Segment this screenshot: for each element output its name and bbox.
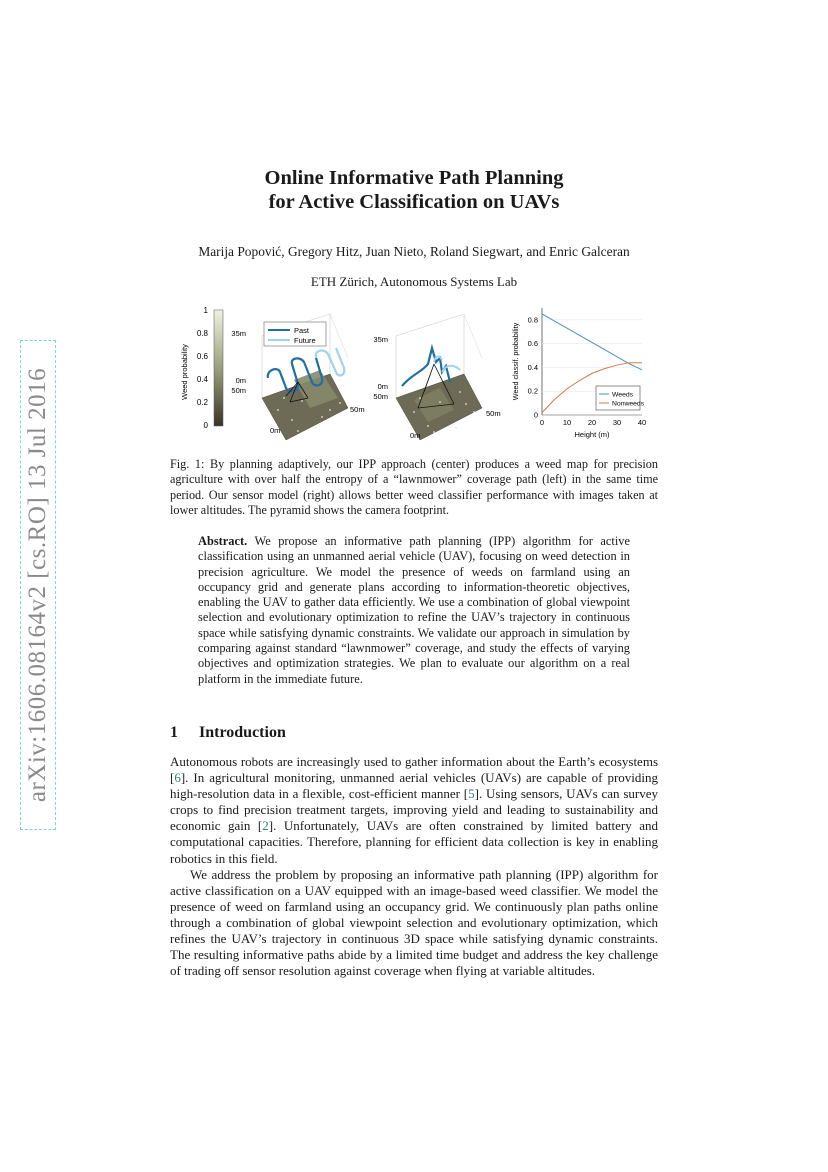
section-heading bbox=[170, 724, 286, 742]
chart-y-tick: 0.4 bbox=[527, 362, 538, 372]
chart-x-label: Height (m) bbox=[574, 430, 610, 439]
citation-link[interactable]: 5 bbox=[468, 786, 475, 802]
colorbar-tick: 0.4 bbox=[196, 375, 208, 384]
chart-x-tick: 30 bbox=[612, 418, 622, 427]
abstract bbox=[198, 534, 630, 687]
section-title: Introduction bbox=[199, 724, 286, 741]
past-path bbox=[402, 348, 450, 386]
sensor-model-chart bbox=[511, 308, 646, 439]
colorbar-tick: 0.6 bbox=[196, 352, 208, 361]
chart-y-tick: 0.6 bbox=[527, 339, 538, 349]
origin-label: 0m bbox=[410, 431, 421, 440]
affiliation: ETH Zürich, Autonomous Systems Lab bbox=[310, 274, 518, 289]
chart-legend-label: Nonweeds bbox=[612, 400, 645, 408]
paragraph-2: We address the problem by proposing an informative path planning (IPP) algorithm for active classification on a UAV equipped with an image-based weed classifier. We model the presence of weed on farmland using an occupancy grid. We continuously plan paths online through a combination of global viewpoint selection and evolutionary optimization, which refines the UAV’s trajectory in continuous 3D space while satisfying dynamic constraints. The resulting informative paths abide by a limited time budget and address the key challenge of trading off sensor resolution against coverage when flying at variable altitudes. bbox=[170, 866, 658, 979]
arxiv-stamp bbox=[20, 340, 56, 830]
colorbar-tick: 0 bbox=[203, 421, 208, 430]
figure-1-svg bbox=[170, 300, 658, 450]
left-3d-plot bbox=[231, 314, 364, 440]
height-top-label: 35m bbox=[373, 335, 388, 344]
origin-label: 0m bbox=[270, 426, 281, 435]
abstract-text: We propose an informative path planning (IPP) algorithm for active classification using an unmanned aerial vehicle (UAV), focusing on weed detection in precision agriculture. We model the presence of weeds on farmland using an occupancy grid and generate plans according to information-theoretic objectives, enabling the UAV to gather data efficiently. We use a combination of global viewpoint selection and evolutionary optimization to refine the UAV’s trajectory in continuous space while satisfying dynamic constraints. We validate our approach in simulation by comparing against standard “lawnmower” coverage, and study the effects of varying objectives and optimization strategies. We plan to evaluate our algorithm on a real platform in the immediate future. bbox=[198, 534, 630, 686]
colorbar-tick: 0.8 bbox=[196, 329, 208, 338]
height-top-label: 35m bbox=[231, 329, 246, 338]
abstract-label: Abstract. bbox=[198, 534, 248, 548]
colorbar-label: Weed probability bbox=[180, 344, 189, 400]
citation-link[interactable]: 2 bbox=[262, 818, 269, 834]
chart-series-line-weeds bbox=[542, 314, 642, 370]
paragraph-1 bbox=[170, 754, 658, 867]
chart-y-label: Weed classif. probability bbox=[511, 322, 520, 401]
chart-legend bbox=[596, 386, 645, 410]
chart-y-tick: 0.8 bbox=[527, 315, 538, 325]
figure-caption: Fig. 1: By planning adaptively, our IPP approach (center) produces a weed map for precision agriculture with over half the entropy of a “lawnmower” coverage path (left) in the same time period. Our sensor model (right) allows better weed classifier performance with images taken at lower altitudes. The pyramid shows the camera footprint. bbox=[170, 457, 658, 517]
citation-link[interactable]: 6 bbox=[174, 770, 181, 786]
y-extent-label: 50m bbox=[373, 392, 388, 401]
section-number: 1 bbox=[170, 724, 178, 741]
colorbar-tick: 0.2 bbox=[196, 398, 208, 407]
title-line-1: Online Informative Path Planning bbox=[264, 167, 564, 189]
colorbar bbox=[214, 310, 223, 426]
chart-x-tick: 40 bbox=[637, 418, 647, 427]
legend-future: Future bbox=[294, 336, 316, 345]
colorbar-tick: 1 bbox=[203, 306, 208, 315]
chart-y-tick: 0.2 bbox=[527, 386, 538, 396]
y-extent-label: 50m bbox=[231, 386, 246, 395]
author-list: Marija Popović, Gregory Hitz, Juan Nieto, Roland Siegwart, and Enric Galceran bbox=[198, 244, 630, 259]
title-line-2: for Active Classification on UAVs bbox=[268, 191, 560, 213]
height-bottom-label: 0m bbox=[377, 382, 388, 391]
figure-1 bbox=[170, 300, 658, 450]
chart-y-tick: 0 bbox=[533, 410, 538, 420]
text-run: ]. In agricultural monitoring, unmanned aerial vehicles (UAVs) are capable of providing high-resolution data in a flexible, cost-efficient manner [ bbox=[170, 770, 658, 802]
chart-x-tick: 0 bbox=[539, 418, 545, 427]
introduction-body bbox=[170, 754, 658, 979]
arxiv-stamp-text: arXiv:1606.08164v2 [cs.RO] 13 Jul 2016 bbox=[24, 367, 51, 803]
x-extent-label: 50m bbox=[350, 405, 365, 414]
text-run: Autonomous robots are increasingly used to gather information about the Earth’s ecosystems [ bbox=[170, 754, 658, 786]
chart-x-tick: 10 bbox=[562, 418, 572, 427]
legend-past: Past bbox=[294, 326, 310, 335]
text-run: ]. Using sensors, UAVs can survey crops to find precision treatment targets, improving yield and leading to sustainability and economic gain [ bbox=[170, 786, 658, 834]
text-run: ]. Unfortunately, UAVs are often constrained by limited battery and computational capacities. Therefore, planning for efficient data collection is key in enabling robotics in this field. bbox=[170, 818, 658, 866]
paper-title bbox=[170, 166, 658, 214]
height-bottom-label: 0m bbox=[235, 376, 246, 385]
x-extent-label: 50m bbox=[486, 409, 501, 418]
chart-legend-label: Weeds bbox=[612, 391, 634, 399]
center-3d-plot bbox=[373, 314, 500, 440]
chart-x-tick: 20 bbox=[587, 418, 597, 427]
